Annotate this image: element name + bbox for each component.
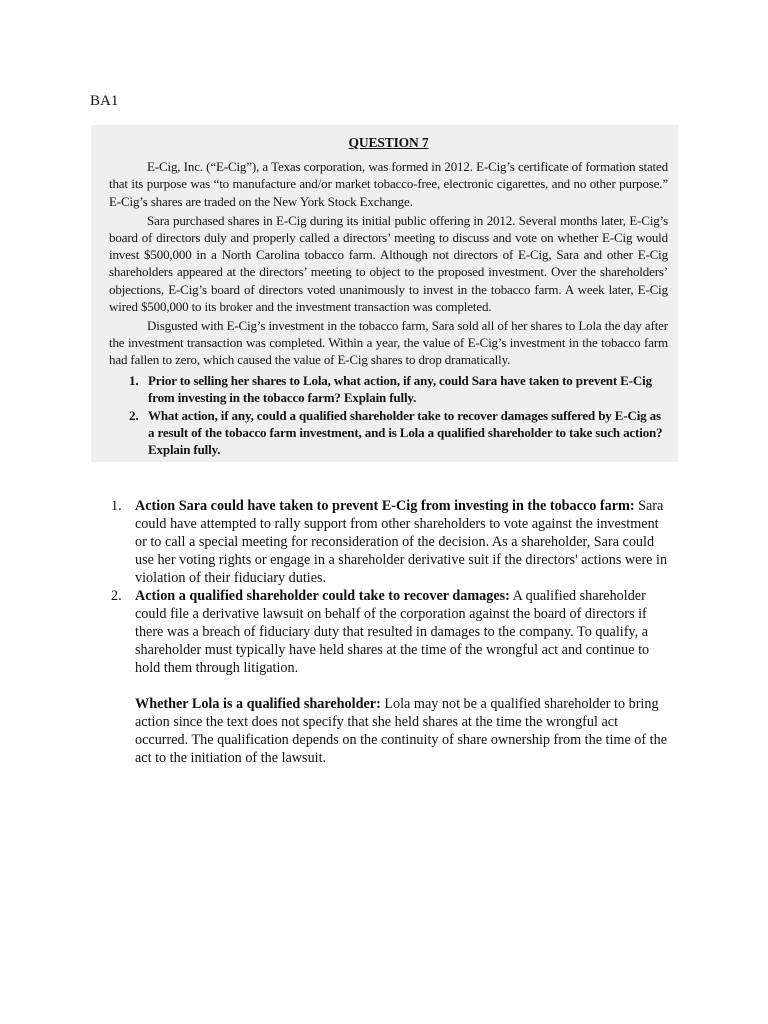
fact-paragraph: Disgusted with E-Cig’s investment in the tobacco farm, Sara sold all of her shares to Lola the day after the investment transaction was completed. Within a year, the value of E-Cig’s investment in the tobacco farm had fallen to zero, which caused the value of E-Cig shares to drop dramatically.: [109, 318, 668, 368]
answer-item: [105, 497, 670, 587]
question-text: Prior to selling her shares to Lola, what action, if any, could Sara have taken to prevent E-Cig from investing in the tobacco farm? Explain fully.: [148, 372, 652, 405]
lola-body: Lola may not be a qualified shareholder to bring action since the text does not specify that she held shares at the time the wrongful act occurred. The qualification depends on the continuity of share ownership from the time of the act to the initiation of the lawsuit.: [135, 696, 668, 766]
question-item: [109, 407, 668, 459]
answer-body: A qualified shareholder could file a derivative lawsuit on behalf of the corporation against the board of directors if there was a breach of fiduciary duty that resulted in damages to the company. To qualify, a shareholder must typically have held shares at the time of the wrongful act and continue to hold them through litigation.: [135, 588, 650, 676]
answer-number: 1.: [111, 498, 122, 514]
question-list: [109, 372, 668, 459]
lola-heading: Whether Lola is a qualified shareholder:: [135, 696, 381, 712]
answer-body: Sara could have attempted to rally support from other shareholders to vote against the investment or to call a special meeting for reconsideration of the decision. As a shareholder, Sara could use her voting rights or engage in a shareholder derivative suit if the directors' actions were in violation of their fiduciary duties.: [135, 498, 668, 586]
answer-number: 2.: [111, 588, 122, 604]
question-item: [109, 372, 668, 406]
answer-item: [105, 587, 670, 677]
question-title: QUESTION 7: [348, 135, 429, 150]
answer-heading: Action a qualified shareholder could take to recover damages:: [135, 588, 510, 604]
answer-heading: Action Sara could have taken to prevent E-Cig from investing in the tobacco farm:: [135, 498, 635, 514]
question-scan: [91, 125, 678, 462]
lola-paragraph: [105, 695, 670, 767]
answer-section: [105, 497, 670, 767]
question-number: 1.: [129, 372, 139, 388]
fact-paragraph: E-Cig, Inc. (“E-Cig”), a Texas corporation, was formed in 2012. E-Cig’s certificate of formation stated that its purpose was “to manufacture and/or market tobacco-free, electronic cigarettes, and no other purpose.” E-Cig’s shares are traded on the New York Stock Exchange.: [109, 159, 668, 209]
question-text: What action, if any, could a qualified shareholder take to recover damages suffered by E-Cig as a result of the tobacco farm investment, and is Lola a qualified shareholder to take such action? Explain fully.: [148, 408, 663, 458]
fact-paragraph: Sara purchased shares in E-Cig during its initial public offering in 2012. Several months later, E-Cig’s board of directors duly and properly called a directors’ meeting to discuss and vote on whether E-Cig would invest $500,000 in a North Carolina tobacco farm. Although not directors of E-Cig, Sara and other E-Cig shareholders appeared at the directors’ meeting to object to the proposed investment. Over the shareholders’ objections, E-Cig’s board of directors voted unanimously to invest in the tobacco farm. A week later, E-Cig wired $500,000 to its broker and the investment transaction was completed.: [109, 212, 668, 314]
question-number: 2.: [129, 408, 139, 424]
document-label: BA1: [90, 93, 119, 109]
